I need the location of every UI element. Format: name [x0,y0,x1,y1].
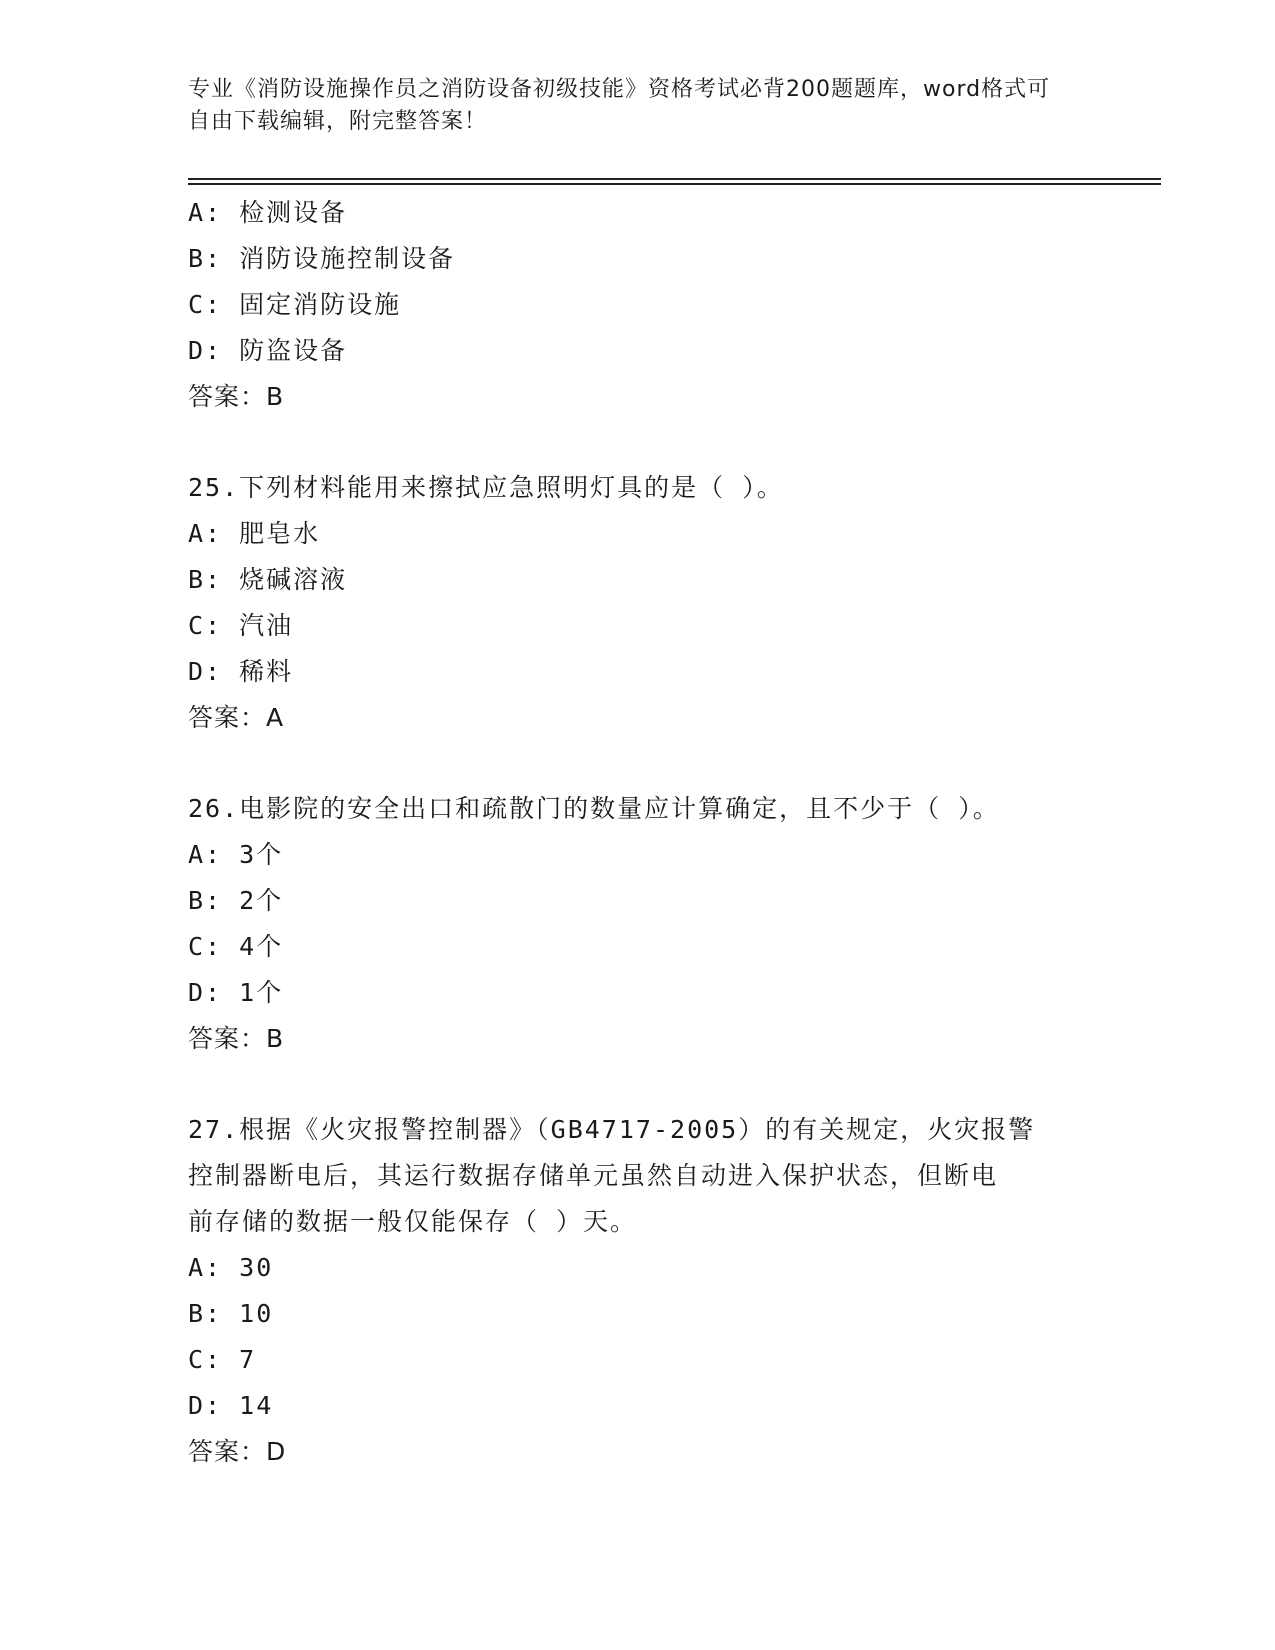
option-d: D: 防盗设备 [188,336,348,365]
option-c: C: 7 [188,1345,257,1374]
option-c: C: 汽油 [188,611,294,640]
answer-line: 答案：D [188,1437,287,1466]
question-text-line-1: 27.根据《火灾报警控制器》（GB4717-2005）的有关规定，火灾报警 [188,1115,1036,1144]
option-d: D: 稀料 [188,657,294,686]
option-a: A: 检测设备 [188,198,348,227]
question-text: 26.电影院的安全出口和疏散门的数量应计算确定，且不少于（ ）。 [188,794,1000,823]
question-text: 25.下列材料能用来擦拭应急照明灯具的是（ ）。 [188,473,784,502]
option-d: D: 14 [188,1391,274,1420]
spacer [188,741,1068,786]
option-a: A: 肥皂水 [188,519,321,548]
question-text-line-2: 控制器断电后，其运行数据存储单元虽然自动进入保护状态，但断电 [188,1161,999,1190]
question-block-25 [188,465,1068,741]
document-header: 专业《消防设施操作员之消防设备初级技能》资格考试必背200题题库，word格式可自由下载编辑，附完整答案！ [188,77,1051,134]
option-b: B: 2个 [188,886,284,915]
question-text-line-3: 前存储的数据一般仅能保存（ ）天。 [188,1207,638,1236]
option-a: A: 30 [188,1253,274,1282]
answer-line: 答案：B [188,382,285,411]
option-d: D: 1个 [188,978,284,1007]
question-block-27 [188,1107,1068,1475]
option-c: C: 固定消防设施 [188,290,402,319]
question-block-24 [188,190,1068,420]
answer-line: 答案：B [188,1024,285,1053]
spacer [188,1062,1068,1107]
option-b: B: 消防设施控制设备 [188,244,456,273]
option-b: B: 10 [188,1299,274,1328]
spacer [188,420,1068,465]
option-b: B: 烧碱溶液 [188,565,348,594]
question-block-26 [188,786,1068,1062]
answer-line: 答案：A [188,703,285,732]
option-a: A: 3个 [188,840,284,869]
option-c: C: 4个 [188,932,284,961]
header-divider-bottom [188,183,1161,185]
header-divider-top [188,178,1161,180]
question-list [188,190,1068,1475]
